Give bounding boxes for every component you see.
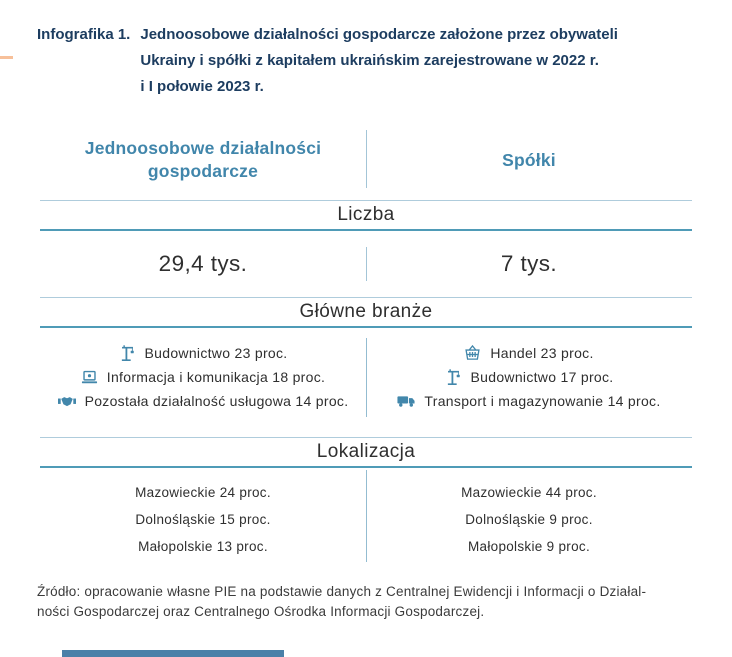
- margin-accent-dash: [0, 56, 13, 59]
- figure-title-line: Jednoosobowe działalności gospodarcze założone przez obywateli: [140, 26, 618, 43]
- location-item: Mazowieckie 24 proc.: [135, 485, 271, 500]
- industry-label: Budownictwo 17 proc.: [470, 369, 614, 385]
- bottom-page-bar: [62, 650, 284, 657]
- column-divider: [366, 470, 367, 562]
- truck-icon: [397, 394, 415, 408]
- count-value-left: 29,4 tys.: [158, 251, 248, 276]
- industry-label: Transport i magazynowanie 14 proc.: [424, 393, 661, 409]
- industry-row: [58, 389, 349, 413]
- right-column-title: Spółki: [502, 149, 556, 170]
- section-header-liczba: Liczba: [40, 200, 692, 231]
- locations-left: [40, 479, 366, 560]
- column-divider: [366, 130, 367, 188]
- industry-label: Informacja i komunikacja 18 proc.: [106, 369, 326, 385]
- infographic-content: [40, 127, 692, 560]
- source-line: ności Gospodarczej oraz Centralnego Ośrodka Informacji Gospodarczej.: [37, 603, 485, 619]
- basket-icon: [464, 345, 481, 361]
- laptop-icon: [81, 370, 98, 385]
- column-header-right: [366, 127, 692, 193]
- column-divider: [366, 247, 367, 281]
- crane-icon: [445, 369, 462, 386]
- industry-row: [464, 341, 593, 365]
- handshake-icon: [58, 395, 76, 408]
- count-values-row: [40, 231, 692, 297]
- figure-label: Infografika 1.: [37, 26, 131, 43]
- figure-title: [140, 22, 618, 100]
- crane-icon: [119, 345, 136, 362]
- section-header-branze: Główne branże: [40, 297, 692, 328]
- column-headers: [40, 127, 692, 193]
- source-note: [37, 582, 692, 621]
- count-value-right: 7 tys.: [500, 251, 558, 276]
- section-header-lokalizacja: Lokalizacja: [40, 437, 692, 468]
- industry-row: [445, 365, 614, 389]
- location-item: Dolnośląskie 15 proc.: [135, 512, 271, 527]
- figure-title-line: Ukrainy i spółki z kapitałem ukraińskim zarejestrowane w 2022 r.: [140, 52, 599, 69]
- source-line: Źródło: opracowanie własne PIE na podstawie danych z Centralnej Ewidencji i Informacji o Działal-: [37, 584, 647, 599]
- locations-right: [366, 479, 692, 560]
- column-divider: [366, 338, 367, 417]
- industries-left: [40, 341, 366, 413]
- column-header-left: [40, 127, 366, 193]
- location-item: Mazowieckie 44 proc.: [461, 485, 597, 500]
- industries-block: [40, 328, 692, 427]
- industry-label: Pozostała działalność usługowa 14 proc.: [84, 393, 349, 409]
- location-item: Małopolskie 9 proc.: [467, 539, 590, 554]
- industry-row: [81, 365, 325, 389]
- industry-label: Budownictwo 23 proc.: [144, 345, 288, 361]
- industry-label: Handel 23 proc.: [490, 345, 594, 361]
- locations-block: [40, 468, 692, 560]
- figure-title-block: [0, 0, 732, 100]
- figure-title-line: i I połowie 2023 r.: [140, 78, 264, 95]
- left-column-title: Jednoosobowe działalności gospodarcze: [84, 138, 322, 181]
- location-item: Małopolskie 13 proc.: [138, 539, 268, 554]
- industry-row: [397, 389, 660, 413]
- industries-right: [366, 341, 692, 413]
- location-item: Dolnośląskie 9 proc.: [465, 512, 593, 527]
- industry-row: [119, 341, 288, 365]
